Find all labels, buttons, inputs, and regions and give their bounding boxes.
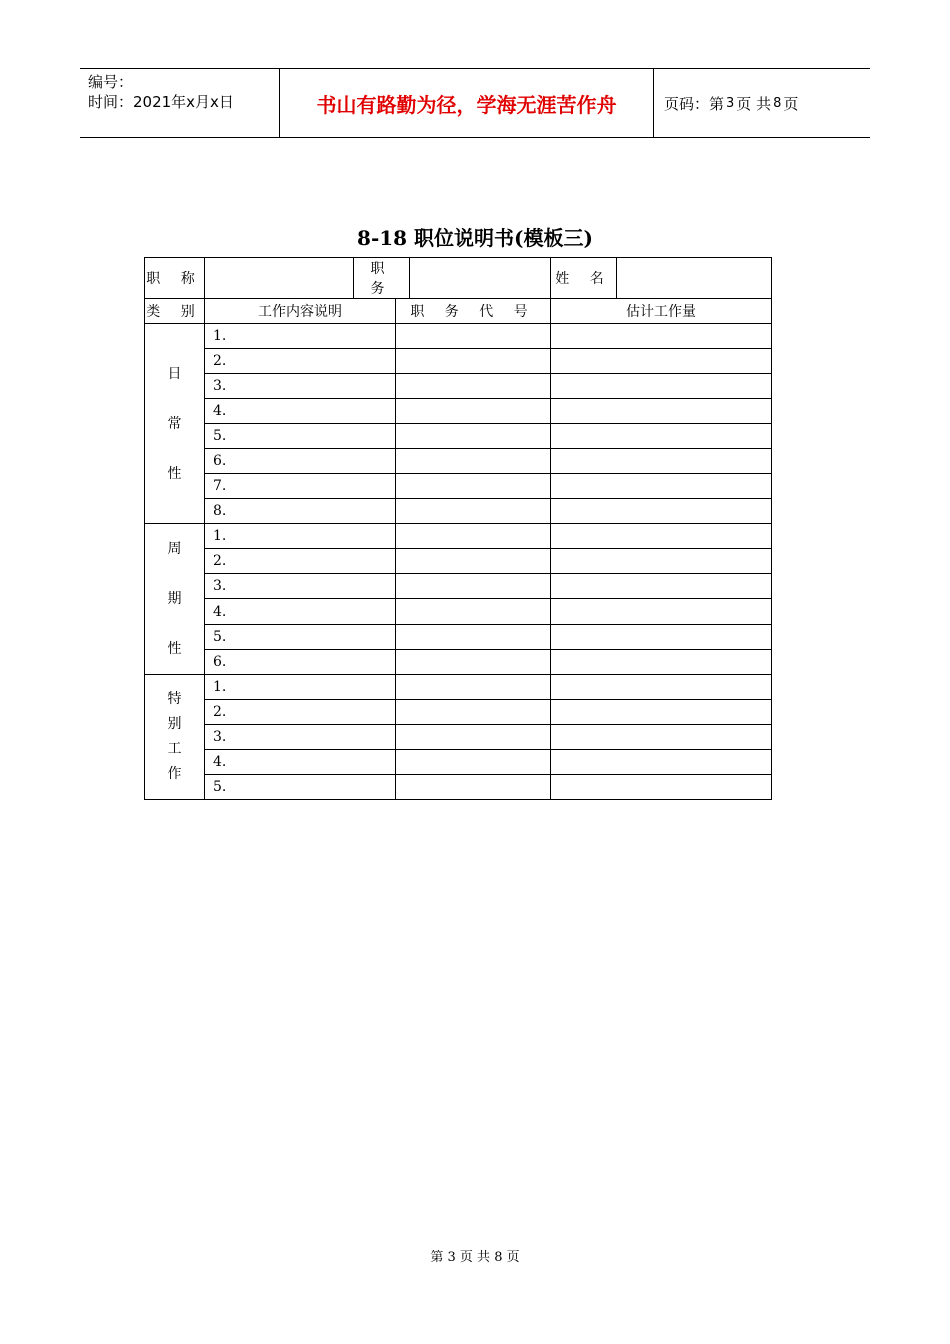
code-cell[interactable] [396,725,551,750]
item-number: 2. [205,700,396,725]
page-total: 8 [773,95,782,111]
table-row [145,649,772,674]
table-row [145,399,772,424]
category-label-periodic [145,524,205,675]
code-cell[interactable] [396,574,551,599]
estimate-cell[interactable] [551,624,772,649]
code-cell[interactable] [396,449,551,474]
code-cell[interactable] [396,499,551,524]
table-row [145,700,772,725]
estimate-cell[interactable] [551,349,772,374]
estimate-cell[interactable] [551,549,772,574]
category-header: 类 别 [145,299,205,324]
estimate-cell[interactable] [551,750,772,775]
table-row [145,474,772,499]
item-number: 2. [205,349,396,374]
page-suffix: 页 [783,94,799,113]
category-char: 性 [167,465,182,482]
table-row [145,599,772,624]
item-number: 1. [205,675,396,700]
code-cell[interactable] [396,599,551,624]
code-cell[interactable] [396,549,551,574]
code-cell[interactable] [396,399,551,424]
name-label: 姓 名 [551,258,617,299]
estimate-cell[interactable] [551,399,772,424]
estimate-cell[interactable] [551,725,772,750]
table-row [145,374,772,399]
estimate-cell[interactable] [551,599,772,624]
item-number: 5. [205,424,396,449]
table-row [145,775,772,800]
table-row [145,349,772,374]
info-row [145,258,772,299]
page-mid: 页 共 [736,94,772,113]
item-number: 3. [205,725,396,750]
header-meta [80,69,280,137]
item-number: 5. [205,775,396,800]
item-number: 2. [205,549,396,574]
item-number: 1. [205,524,396,549]
page-prefix: 页码：第 [664,94,725,113]
category-char: 常 [167,415,182,432]
estimate-cell[interactable] [551,449,772,474]
code-cell[interactable] [396,649,551,674]
title-field[interactable] [205,258,354,299]
code-header: 职 务 代 号 [396,299,551,324]
item-number: 5. [205,624,396,649]
code-cell[interactable] [396,324,551,349]
table-row [145,549,772,574]
time-label: 时间：2021年x月x日 [88,93,234,111]
item-number: 6. [205,649,396,674]
table-row [145,449,772,474]
category-char: 周 [167,541,182,557]
duty-label: 职 务 [354,258,410,299]
code-cell[interactable] [396,624,551,649]
code-cell[interactable] [396,775,551,800]
item-number: 1. [205,324,396,349]
table-row [145,624,772,649]
estimate-cell[interactable] [551,649,772,674]
page-header [80,68,870,138]
category-char: 性 [167,641,182,657]
table-row [145,424,772,449]
estimate-header: 估计工作量 [551,299,772,324]
category-char: 作 [167,766,182,782]
page-number: 3 [726,95,735,111]
job-description-table [144,257,772,800]
estimate-cell[interactable] [551,574,772,599]
name-field[interactable] [617,258,772,299]
estimate-cell[interactable] [551,424,772,449]
item-number: 3. [205,574,396,599]
item-number: 7. [205,474,396,499]
category-char: 别 [167,716,182,732]
code-cell[interactable] [396,675,551,700]
document-title: 8-18 职位说明书(模板三) [357,226,593,250]
category-char: 期 [167,591,182,607]
estimate-cell[interactable] [551,524,772,549]
item-number: 4. [205,750,396,775]
table-row [145,324,772,349]
estimate-cell[interactable] [551,324,772,349]
code-cell[interactable] [396,524,551,549]
code-cell[interactable] [396,374,551,399]
item-number: 3. [205,374,396,399]
estimate-cell[interactable] [551,474,772,499]
table-row [145,725,772,750]
code-cell[interactable] [396,424,551,449]
page-indicator [654,69,870,137]
code-cell[interactable] [396,474,551,499]
category-label-special [145,675,205,800]
code-cell[interactable] [396,349,551,374]
item-number: 4. [205,399,396,424]
code-cell[interactable] [396,700,551,725]
category-char: 日 [167,365,182,382]
category-char: 工 [167,741,182,757]
code-cell[interactable] [396,750,551,775]
header-row [145,299,772,324]
estimate-cell[interactable] [551,499,772,524]
category-char: 特 [167,691,182,707]
estimate-cell[interactable] [551,775,772,800]
item-number: 8. [205,499,396,524]
table-row [145,574,772,599]
estimate-cell[interactable] [551,700,772,725]
header-motto: 书山有路勤为径，学海无涯苦作舟 [280,69,654,137]
duty-field[interactable] [410,258,551,299]
category-label-daily [145,324,205,524]
table-row [145,675,772,700]
table-row [145,499,772,524]
page-footer: 第 3 页 共 8 页 [430,1250,520,1265]
title-label: 职 称 [145,258,205,299]
content-header: 工作内容说明 [205,299,396,324]
number-label: 编号： [88,73,134,91]
item-number: 4. [205,599,396,624]
estimate-cell[interactable] [551,374,772,399]
table-row [145,524,772,549]
item-number: 6. [205,449,396,474]
table-row [145,750,772,775]
estimate-cell[interactable] [551,675,772,700]
